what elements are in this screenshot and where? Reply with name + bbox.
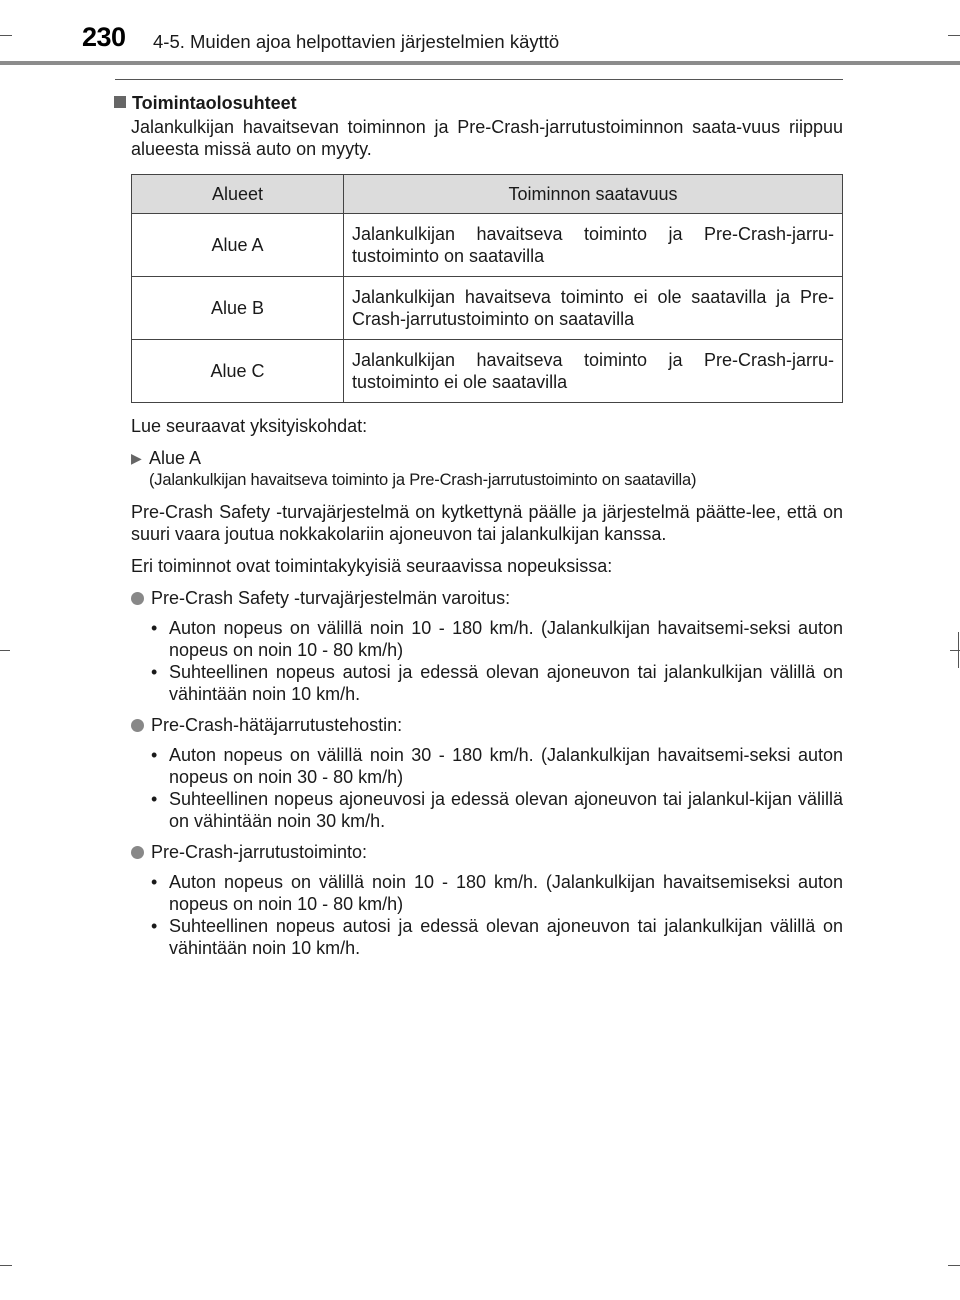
section-heading-text: Toimintaolosuhteet — [132, 93, 297, 113]
details-intro: Lue seuraavat yksityiskohdat: — [131, 416, 368, 436]
crop-mark — [0, 650, 10, 651]
table-cell-region: Alue A — [132, 214, 344, 277]
bullet-marker: • — [151, 789, 158, 809]
bullet-marker: • — [151, 916, 158, 936]
paragraph-speeds: Eri toiminnot ovat toimintakykyisiä seuraavissa nopeuksissa: — [131, 556, 613, 576]
table-cell-availability: Jalankulkijan havaitseva toiminto ja Pre-Crash-jarru-tustoiminto ei ole saatavilla — [344, 340, 843, 403]
table-header-availability: Toiminnon saatavuus — [344, 175, 843, 214]
list-item — [151, 744, 843, 788]
square-bullet-icon — [114, 96, 126, 108]
list-item — [151, 915, 843, 959]
table-cell-availability: Jalankulkijan havaitseva toiminto ja Pre-Crash-jarru-tustoiminto on saatavilla — [344, 214, 843, 277]
function-title: Pre-Crash Safety -turvajärjestelmän varoitus: — [151, 588, 511, 608]
circle-bullet-icon — [131, 846, 144, 859]
header-rule — [0, 61, 960, 65]
list-item-text: Suhteellinen nopeus autosi ja edessä olevan ajoneuvon tai jalankulkijan välillä on vähintään noin 10 km/h. — [169, 662, 843, 704]
page-header — [0, 0, 960, 66]
crop-mark — [958, 632, 959, 668]
crop-mark — [0, 1265, 12, 1266]
availability-table — [131, 174, 843, 403]
list-item — [151, 661, 843, 705]
section-rule — [115, 79, 843, 80]
table-row — [132, 277, 843, 340]
function-item — [131, 714, 843, 736]
bullet-marker: • — [151, 662, 158, 682]
list-item-text: Auton nopeus on välillä noin 10 - 180 km/h. (Jalankulkijan havaitsemiseksi auton nopeus on noin 10 - 80 km/h) — [169, 872, 843, 914]
table-header-row — [132, 175, 843, 214]
function-item — [131, 841, 843, 863]
bullet-marker: • — [151, 745, 158, 765]
table-cell-region: Alue C — [132, 340, 344, 403]
triangle-arrow-icon: ▶ — [131, 450, 142, 466]
table-row — [132, 214, 843, 277]
circle-bullet-icon — [131, 592, 144, 605]
table-row — [132, 340, 843, 403]
list-item-text: Suhteellinen nopeus autosi ja edessä olevan ajoneuvon tai jalankulkijan välillä on vähintään noin 10 km/h. — [169, 916, 843, 958]
circle-bullet-icon — [131, 719, 144, 732]
list-item-text: Suhteellinen nopeus ajoneuvosi ja edessä olevan ajoneuvon tai jalankul-kijan välillä on vähintään noin 30 km/h. — [169, 789, 843, 831]
section-heading — [113, 92, 843, 114]
chapter-title: 4-5. Muiden ajoa helpottavien järjestelmien käyttö — [153, 31, 560, 52]
table-cell-region: Alue B — [132, 277, 344, 340]
region-item — [131, 447, 843, 491]
table-cell-availability: Jalankulkijan havaitseva toiminto ei ole saatavilla ja Pre-Crash-jarrutustoiminto on saatavilla — [344, 277, 843, 340]
region-item-title: Alue A — [149, 448, 202, 468]
list-item — [151, 788, 843, 832]
function-item — [131, 587, 843, 609]
function-title: Pre-Crash-jarrutustoiminto: — [151, 842, 368, 862]
list-item-text: Auton nopeus on välillä noin 30 - 180 km/h. (Jalankulkijan havaitsemi-seksi auton nopeus on noin 30 - 80 km/h) — [169, 745, 843, 787]
region-item-subtitle: (Jalankulkijan havaitseva toiminto ja Pre-Crash-jarrutustoiminto on saatavilla) — [149, 471, 697, 489]
list-item-text: Auton nopeus on välillä noin 10 - 180 km/h. (Jalankulkijan havaitsemi-seksi auton nopeus on noin 10 - 80 km/h) — [169, 618, 843, 660]
section-intro: Jalankulkijan havaitsevan toiminnon ja Pre-Crash-jarrutustoiminnon saata-vuus riippuu alueesta missä auto on myyty. — [131, 117, 843, 159]
bullet-marker: • — [151, 618, 158, 638]
paragraph-conditions: Pre-Crash Safety -turvajärjestelmä on kytkettynä päälle ja järjestelmä päätte-lee, että on suuri vaara joutua nokkakolariin ajoneuvon tai jalankulkijan kanssa. — [131, 502, 843, 544]
bullet-marker: • — [151, 872, 158, 892]
list-item — [151, 871, 843, 915]
crop-mark — [948, 1265, 960, 1266]
list-item — [151, 617, 843, 661]
page-content — [113, 92, 843, 959]
function-title: Pre-Crash-hätäjarrutustehostin: — [151, 715, 403, 735]
page-number: 230 — [82, 22, 126, 52]
table-header-regions: Alueet — [132, 175, 344, 214]
